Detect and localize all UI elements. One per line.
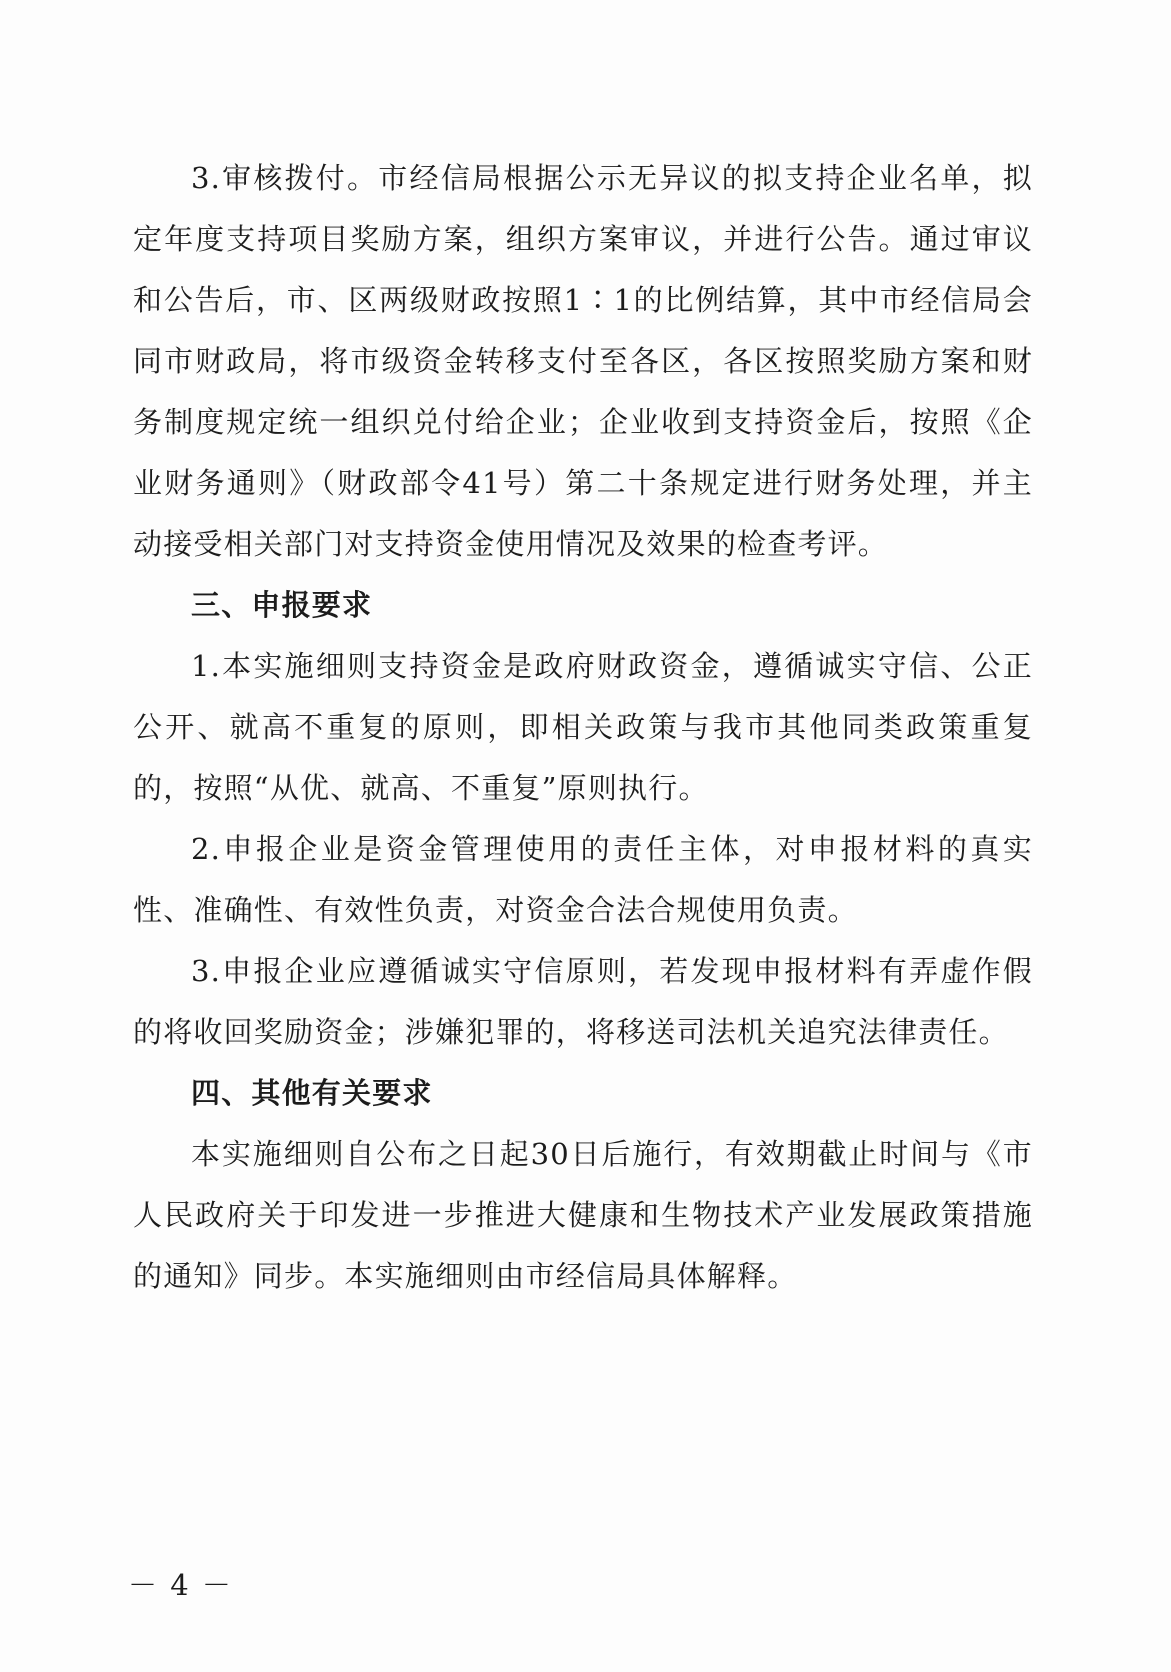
section-heading-application-requirements: 三、申报要求 (191, 588, 373, 622)
section-heading-other-requirements: 四、其他有关要求 (191, 1076, 433, 1110)
paragraph-requirement-3: 3.申报企业应遵循诚实守信原则，若发现申报材料有弄虚作假的将收回奖励资金；涉嫌犯罪的，将移送司法机关追究法律责任。 (133, 954, 1033, 1049)
document-body (133, 148, 1033, 1307)
paragraph-review-payment: 3.审核拨付。市经信局根据公示无异议的拟支持企业名单，拟定年度支持项目奖励方案，组织方案审议，并进行公告。通过审议和公告后，市、区两级财政按照1∶1的比例结算，其中市经信局会同市财政局，将市级资金转移支付至各区，各区按照奖励方案和财务制度规定统一组织兑付给企业；企业收到支持资金后，按照《企业财务通则》（财政部令41号）第二十条规定进行财务处理，并主动接受相关部门对支持资金使用情况及效果的检查考评。 (133, 161, 1033, 561)
paragraph-requirement-2: 2.申报企业是资金管理使用的责任主体，对申报材料的真实性、准确性、有效性负责，对资金合法合规使用负责。 (133, 832, 1033, 927)
paragraph-effective-date: 本实施细则自公布之日起30日后施行，有效期截止时间与《市人民政府关于印发进一步推进大健康和生物技术产业发展政策措施的通知》同步。本实施细则由市经信局具体解释。 (133, 1137, 1033, 1293)
page-number: － 4 － (128, 1568, 233, 1602)
paragraph-requirement-1: 1.本实施细则支持资金是政府财政资金，遵循诚实守信、公正公开、就高不重复的原则，即相关政策与我市其他同类政策重复的，按照“从优、就高、不重复”原则执行。 (133, 649, 1033, 805)
